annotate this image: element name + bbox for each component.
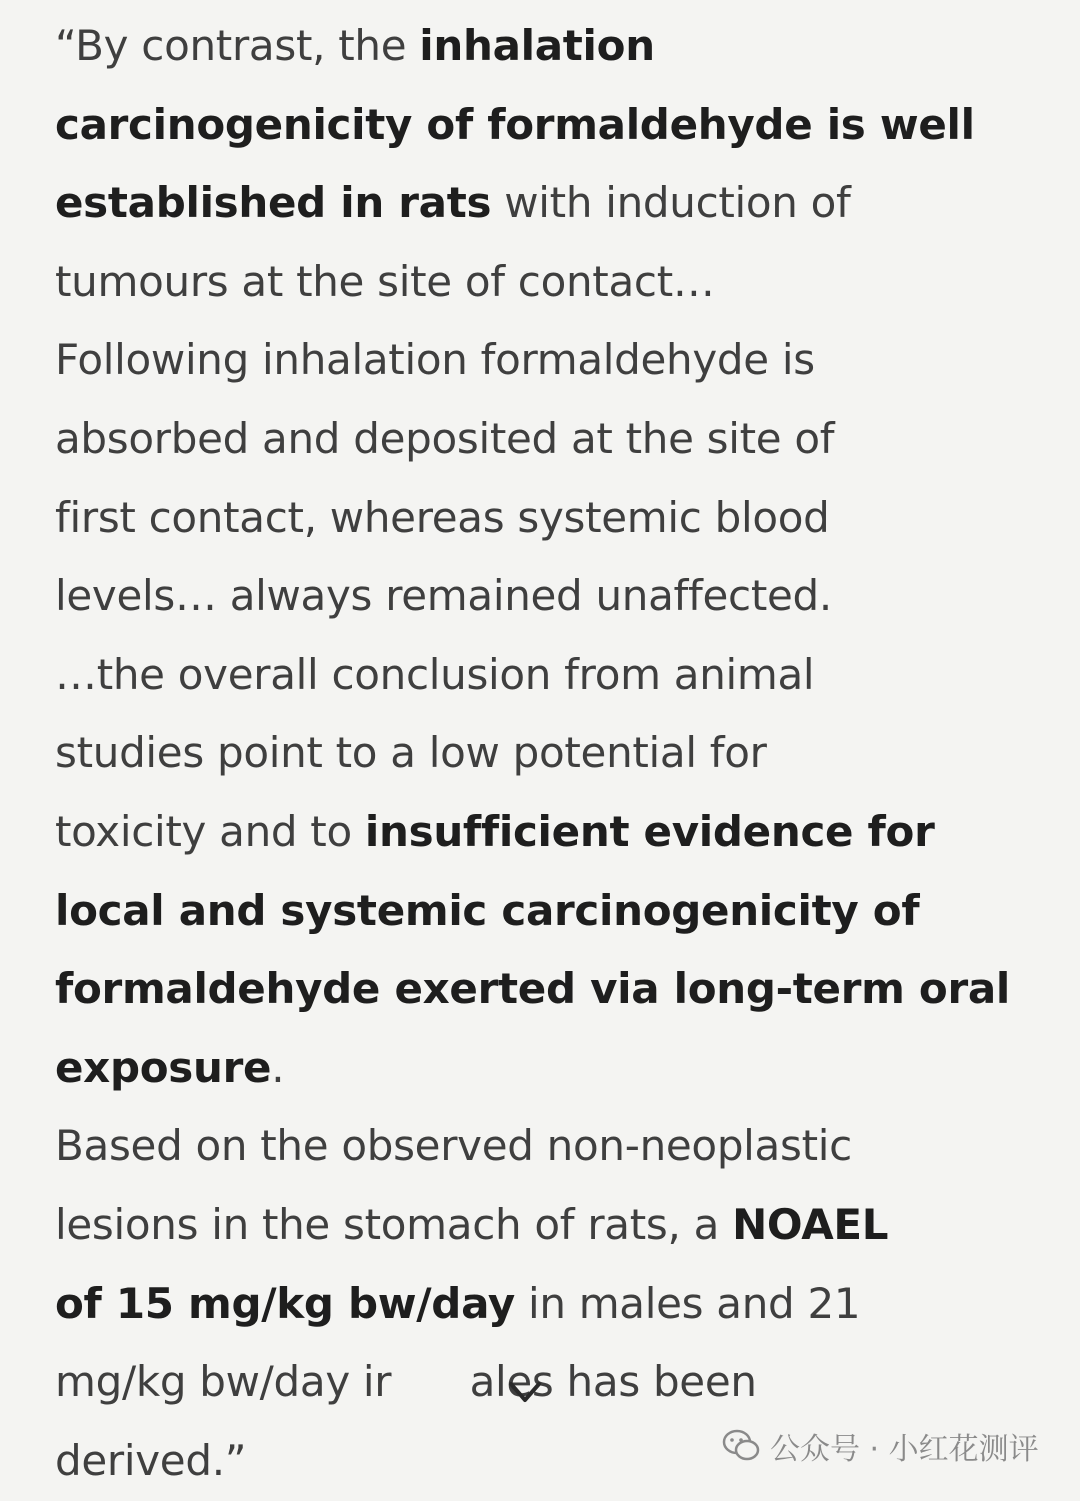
text-line [55, 399, 834, 479]
text-line [55, 635, 814, 715]
text-line [55, 792, 935, 872]
text-line [55, 242, 715, 322]
text-line [55, 556, 832, 636]
text-line [55, 871, 919, 951]
text-segment: Based on the observed non-neoplastic [55, 1121, 852, 1171]
text-segment: . [271, 1042, 285, 1092]
text-segment: first contact, whereas systemic blood [55, 492, 830, 542]
text-line [55, 85, 975, 165]
text-segment: “By contrast, the [55, 21, 420, 70]
wechat-icon [722, 1429, 760, 1463]
text-segment: in males and 21 [514, 1278, 861, 1328]
bold-text-segment: carcinogenicity of formaldehyde is well [55, 99, 975, 149]
text-line [55, 478, 830, 558]
text-segment: toxicity and to [55, 807, 365, 856]
chevron-down-icon[interactable] [503, 1370, 547, 1414]
text-line [55, 163, 851, 243]
bold-text-segment: of 15 mg/kg bw/day [55, 1278, 515, 1328]
text-line [55, 6, 655, 86]
watermark [722, 1418, 1039, 1474]
text-segment: levels… always remained unaffected. [55, 571, 832, 621]
text-segment: derived.” [55, 1435, 247, 1485]
bold-text-segment: local and systemic carcinogenicity of [55, 885, 920, 935]
text-line [55, 1421, 246, 1501]
bold-text-segment: established in rats [55, 178, 492, 228]
text-segment: with induction of [491, 178, 851, 228]
bold-text-segment: exposure [55, 1042, 272, 1092]
text-segment: mg/kg bw/day ir [55, 1357, 392, 1407]
text-line [55, 1264, 860, 1344]
text-line [55, 320, 815, 400]
text-line [55, 1342, 757, 1422]
bold-text-segment: inhalation [419, 21, 655, 70]
text-segment: …the overall conclusion from animal [55, 649, 815, 699]
bold-text-segment: NOAEL [732, 1200, 889, 1249]
text-line [55, 1028, 284, 1108]
text-line [55, 1185, 888, 1265]
bold-text-segment: insufficient evidence for [364, 807, 935, 856]
text-segment: ales has been [469, 1357, 757, 1407]
text-line [55, 1106, 852, 1186]
text-segment [391, 1357, 469, 1406]
text-segment: Following inhalation formaldehyde is [55, 335, 815, 385]
watermark-text: 公众号 · 小红花测评 [770, 1432, 1039, 1467]
text-segment: lesions in the stomach of rats, a [55, 1200, 733, 1249]
text-segment: absorbed and deposited at the site of [55, 414, 835, 463]
text-line [55, 713, 767, 793]
text-line [55, 949, 1010, 1029]
text-segment: studies point to a low potential for [55, 728, 767, 778]
bold-text-segment: formaldehyde exerted via long-term oral [55, 964, 1011, 1014]
text-segment: tumours at the site of contact… [55, 256, 715, 306]
